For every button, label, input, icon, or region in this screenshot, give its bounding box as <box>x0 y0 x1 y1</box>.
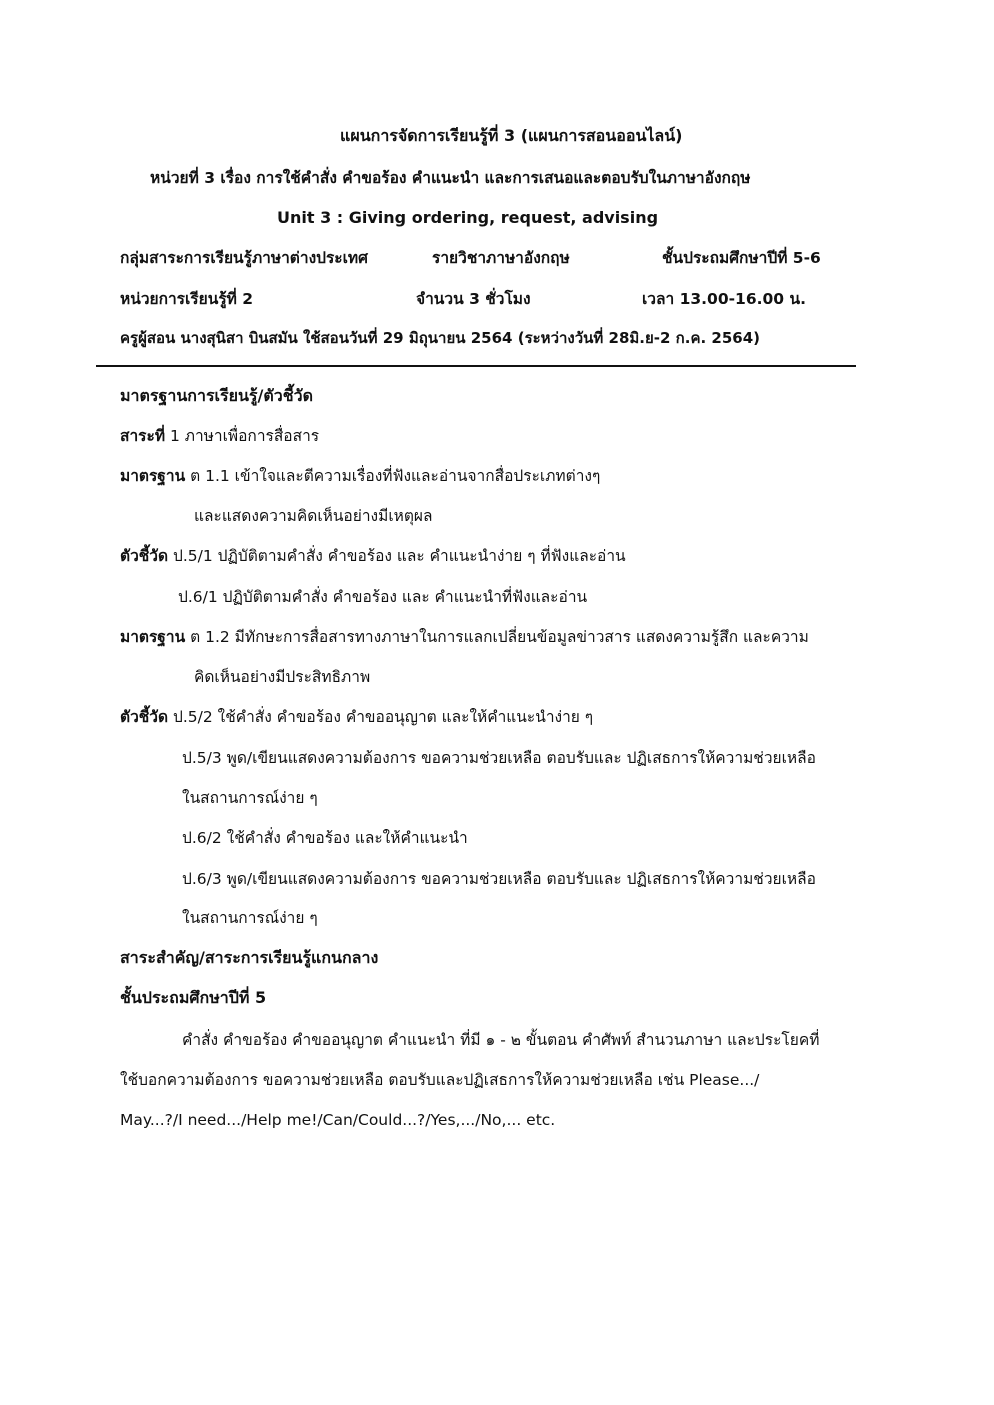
standard-2-text: ต 1.2 มีทักษะการสื่อสารทางภาษาในการแลกเปลี่ยนข้อมูลข่าวสาร แสดงความรู้สึก และความ <box>185 628 809 646</box>
standard-1-line <box>120 464 600 488</box>
learning-unit: หน่วยการเรียนรู้ที่ 2 <box>120 290 254 308</box>
indicator-1-text: ป.5/1 ปฏิบัติตามคำสั่ง คำขอร้อง และ คำแนะนำง่าย ๆ ที่ฟังและอ่าน <box>168 547 626 565</box>
indicator-2-line <box>120 705 593 729</box>
core-paragraph-line-1: คำสั่ง คำขอร้อง คำขออนุญาต คำแนะนำ ที่มี ๑ - ๒ ขั้นตอน คำศัพท์ สำนวนภาษา และประโยคที่ <box>182 1031 820 1049</box>
indicator-2-item-p53: ป.5/3 พูด/เขียนแสดงความต้องการ ขอความช่วยเหลือ ตอบรับและ ปฏิเสธการให้ความช่วยเหลือ <box>182 749 816 767</box>
indicator-2-item-p63: ป.6/3 พูด/เขียนแสดงความต้องการ ขอความช่วยเหลือ ตอบรับและ ปฏิเสธการให้ความช่วยเหลือ <box>182 870 816 888</box>
strand-text: 1 ภาษาเพื่อการสื่อสาร <box>165 427 320 445</box>
grade-5-heading: ชั้นประถมศึกษาปีที่ 5 <box>120 988 267 1007</box>
indicator-1-line <box>120 544 626 568</box>
header-divider <box>96 365 856 367</box>
indicator-2-item-p63-cont: ในสถานการณ์ง่าย ๆ <box>182 909 318 927</box>
indicator-1-continuation: ป.6/1 ปฏิบัติตามคำสั่ง คำขอร้อง และ คำแนะนำที่ฟังและอ่าน <box>178 588 588 606</box>
indicator-2-label: ตัวชี้วัด <box>120 708 169 726</box>
standard-1-text: ต 1.1 เข้าใจและตีความเรื่องที่ฟังและอ่านจากสื่อประเภทต่างๆ <box>185 467 601 485</box>
indicator-2-item-p62: ป.6/2 ใช้คำสั่ง คำขอร้อง และให้คำแนะนำ <box>182 829 468 847</box>
standard-2-continuation: คิดเห็นอย่างมีประสิทธิภาพ <box>194 668 371 686</box>
indicator-1-label: ตัวชี้วัด <box>120 547 169 565</box>
strand-line <box>120 424 319 448</box>
standard-1-label: มาตรฐาน <box>120 467 186 485</box>
standard-2-label: มาตรฐาน <box>120 628 186 646</box>
indicator-2-text: ป.5/2 ใช้คำสั่ง คำขอร้อง คำขออนุญาต และให้คำแนะนำง่าย ๆ <box>168 708 594 726</box>
standard-1-continuation: และแสดงความคิดเห็นอย่างมีเหตุผล <box>194 507 433 525</box>
hours: จำนวน 3 ชั่วโมง <box>416 290 531 308</box>
unit-heading: หน่วยที่ 3 เรื่อง การใช้คำสั่ง คำขอร้อง คำแนะนำ และการเสนอและตอบรับในภาษาอังกฤษ <box>150 169 751 187</box>
unit-english-heading: Unit 3 : Giving ordering, request, advising <box>277 208 659 227</box>
teacher-line: ครูผู้สอน นางสุนิสา บินสมัน ใช้สอนวันที่ 29 มิถุนายน 2564 (ระหว่างวันที่ 28มิ.ย-2 ก.ค. 2564) <box>120 329 760 347</box>
course-name: รายวิชาภาษาอังกฤษ <box>432 249 570 267</box>
section-core-heading: สาระสำคัญ/สาระการเรียนรู้แกนกลาง <box>120 948 379 967</box>
standard-2-line <box>120 625 809 649</box>
core-paragraph-line-3: May...?/I need.../Help me!/Can/Could...?/Yes,.../No,... etc. <box>120 1111 556 1129</box>
core-paragraph-line-2: ใช้บอกความต้องการ ขอความช่วยเหลือ ตอบรับและปฏิเสธการให้ความช่วยเหลือ เช่น Please.../ <box>120 1071 760 1089</box>
strand-label: สาระที่ <box>120 427 166 445</box>
section-standards-heading: มาตรฐานการเรียนรู้/ตัวชี้วัด <box>120 386 313 405</box>
class-time: เวลา 13.00-16.00 น. <box>642 290 806 308</box>
subject-group: กลุ่มสาระการเรียนรู้ภาษาต่างประเทศ <box>120 249 368 267</box>
document-title: แผนการจัดการเรียนรู้ที่ 3 (แผนการสอนออนไลน์) <box>340 126 683 145</box>
indicator-2-item-p53-cont: ในสถานการณ์ง่าย ๆ <box>182 789 318 807</box>
grade-level: ชั้นประถมศึกษาปีที่ 5-6 <box>662 249 821 267</box>
